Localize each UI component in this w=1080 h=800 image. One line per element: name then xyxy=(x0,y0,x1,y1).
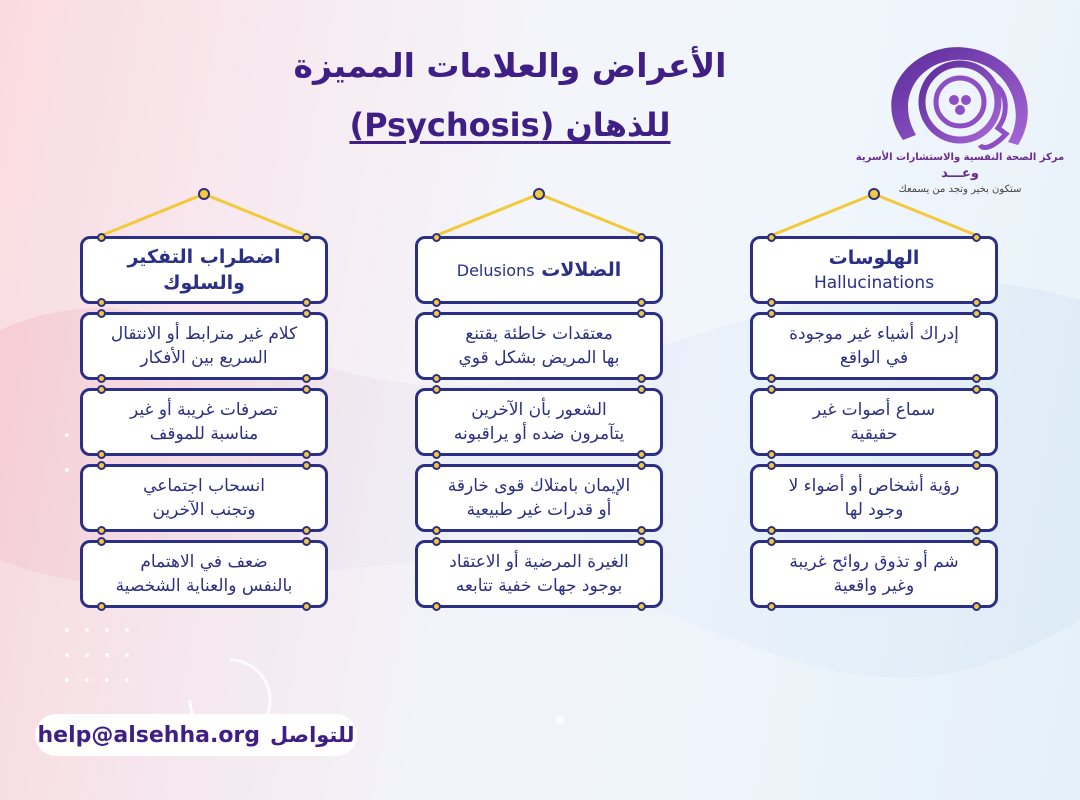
page-title: الأعراض والعلامات المميزة xyxy=(293,46,727,85)
contact-email[interactable]: help@alsehha.org xyxy=(37,722,261,748)
item-line: كلام غير مترابط أو الانتقال xyxy=(110,324,298,344)
symptom-item xyxy=(80,540,328,608)
header-arabic: الهلوسات xyxy=(828,247,920,269)
item-line: السريع بين الأفكار xyxy=(140,348,268,368)
column-thought-disorder xyxy=(80,236,328,616)
item-line: يتآمرون ضده أو يراقبونه xyxy=(453,424,625,444)
column-header xyxy=(750,236,998,304)
symptom-item xyxy=(750,312,998,380)
symptom-item xyxy=(415,540,663,608)
header-arabic: اضطراب التفكير xyxy=(127,246,281,268)
item-line: الغيرة المرضية أو الاعتقاد xyxy=(449,552,629,572)
header-english: Hallucinations xyxy=(813,273,935,293)
header-arabic-line2: والسلوك xyxy=(163,272,245,294)
column-header xyxy=(415,236,663,304)
item-line: ضعف في الاهتمام xyxy=(140,552,268,572)
item-line: بها المريض بشكل قوي xyxy=(458,348,620,368)
page-subtitle: للذهان (Psychosis) xyxy=(349,106,671,144)
symptom-item xyxy=(80,464,328,532)
item-line: وغير واقعية xyxy=(833,576,915,596)
item-line: بوجود جهات خفية تتابعه xyxy=(455,576,623,596)
header-arabic: الضلالات xyxy=(541,259,622,281)
symptom-item xyxy=(415,464,663,532)
logo-tagline: ستكون بخير وتجد من يسمعك xyxy=(898,184,1022,195)
symptom-item xyxy=(750,388,998,456)
logo-brand: وعـــد xyxy=(941,166,979,181)
header-english: Delusions xyxy=(456,261,535,280)
symptom-item xyxy=(750,540,998,608)
item-line: انسحاب اجتماعي xyxy=(143,476,265,496)
item-line: وجود لها xyxy=(844,500,904,520)
item-line: إدراك أشياء غير موجودة xyxy=(789,324,959,344)
item-line: معتقدات خاطئة يقتنع xyxy=(465,324,613,344)
symptom-item xyxy=(80,388,328,456)
column-hallucinations xyxy=(750,236,998,616)
column-header xyxy=(80,236,328,304)
contact-label: للتواصل xyxy=(270,723,355,747)
item-line: مناسبة للموقف xyxy=(149,424,259,444)
column-delusions xyxy=(415,236,663,616)
symptom-item xyxy=(80,312,328,380)
contact-pill xyxy=(35,714,357,756)
header-mixed xyxy=(457,259,621,281)
item-line: تصرفات غريبة أو غير xyxy=(130,400,278,420)
item-line: الإيمان بامتلاك قوى خارقة xyxy=(447,476,631,496)
item-line: بالنفس والعناية الشخصية xyxy=(115,576,293,596)
item-line: رؤية أشخاص أو أضواء لا xyxy=(788,476,960,496)
item-line: وتجنب الآخرين xyxy=(152,500,256,520)
symptom-item xyxy=(750,464,998,532)
item-line: الشعور بأن الآخرين xyxy=(471,400,607,420)
item-line: حقيقية xyxy=(850,424,898,444)
item-line: سماع أصوات غير xyxy=(812,400,936,420)
item-line: أو قدرات غير طبيعية xyxy=(466,500,612,520)
symptom-item xyxy=(415,388,663,456)
item-line: شم أو تذوق روائح غريبة xyxy=(789,552,959,572)
item-line: في الواقع xyxy=(839,348,909,368)
symptom-item xyxy=(415,312,663,380)
logo-org-name: مركز الصحة النفسية والاستشارات الأسرية xyxy=(855,152,1065,163)
